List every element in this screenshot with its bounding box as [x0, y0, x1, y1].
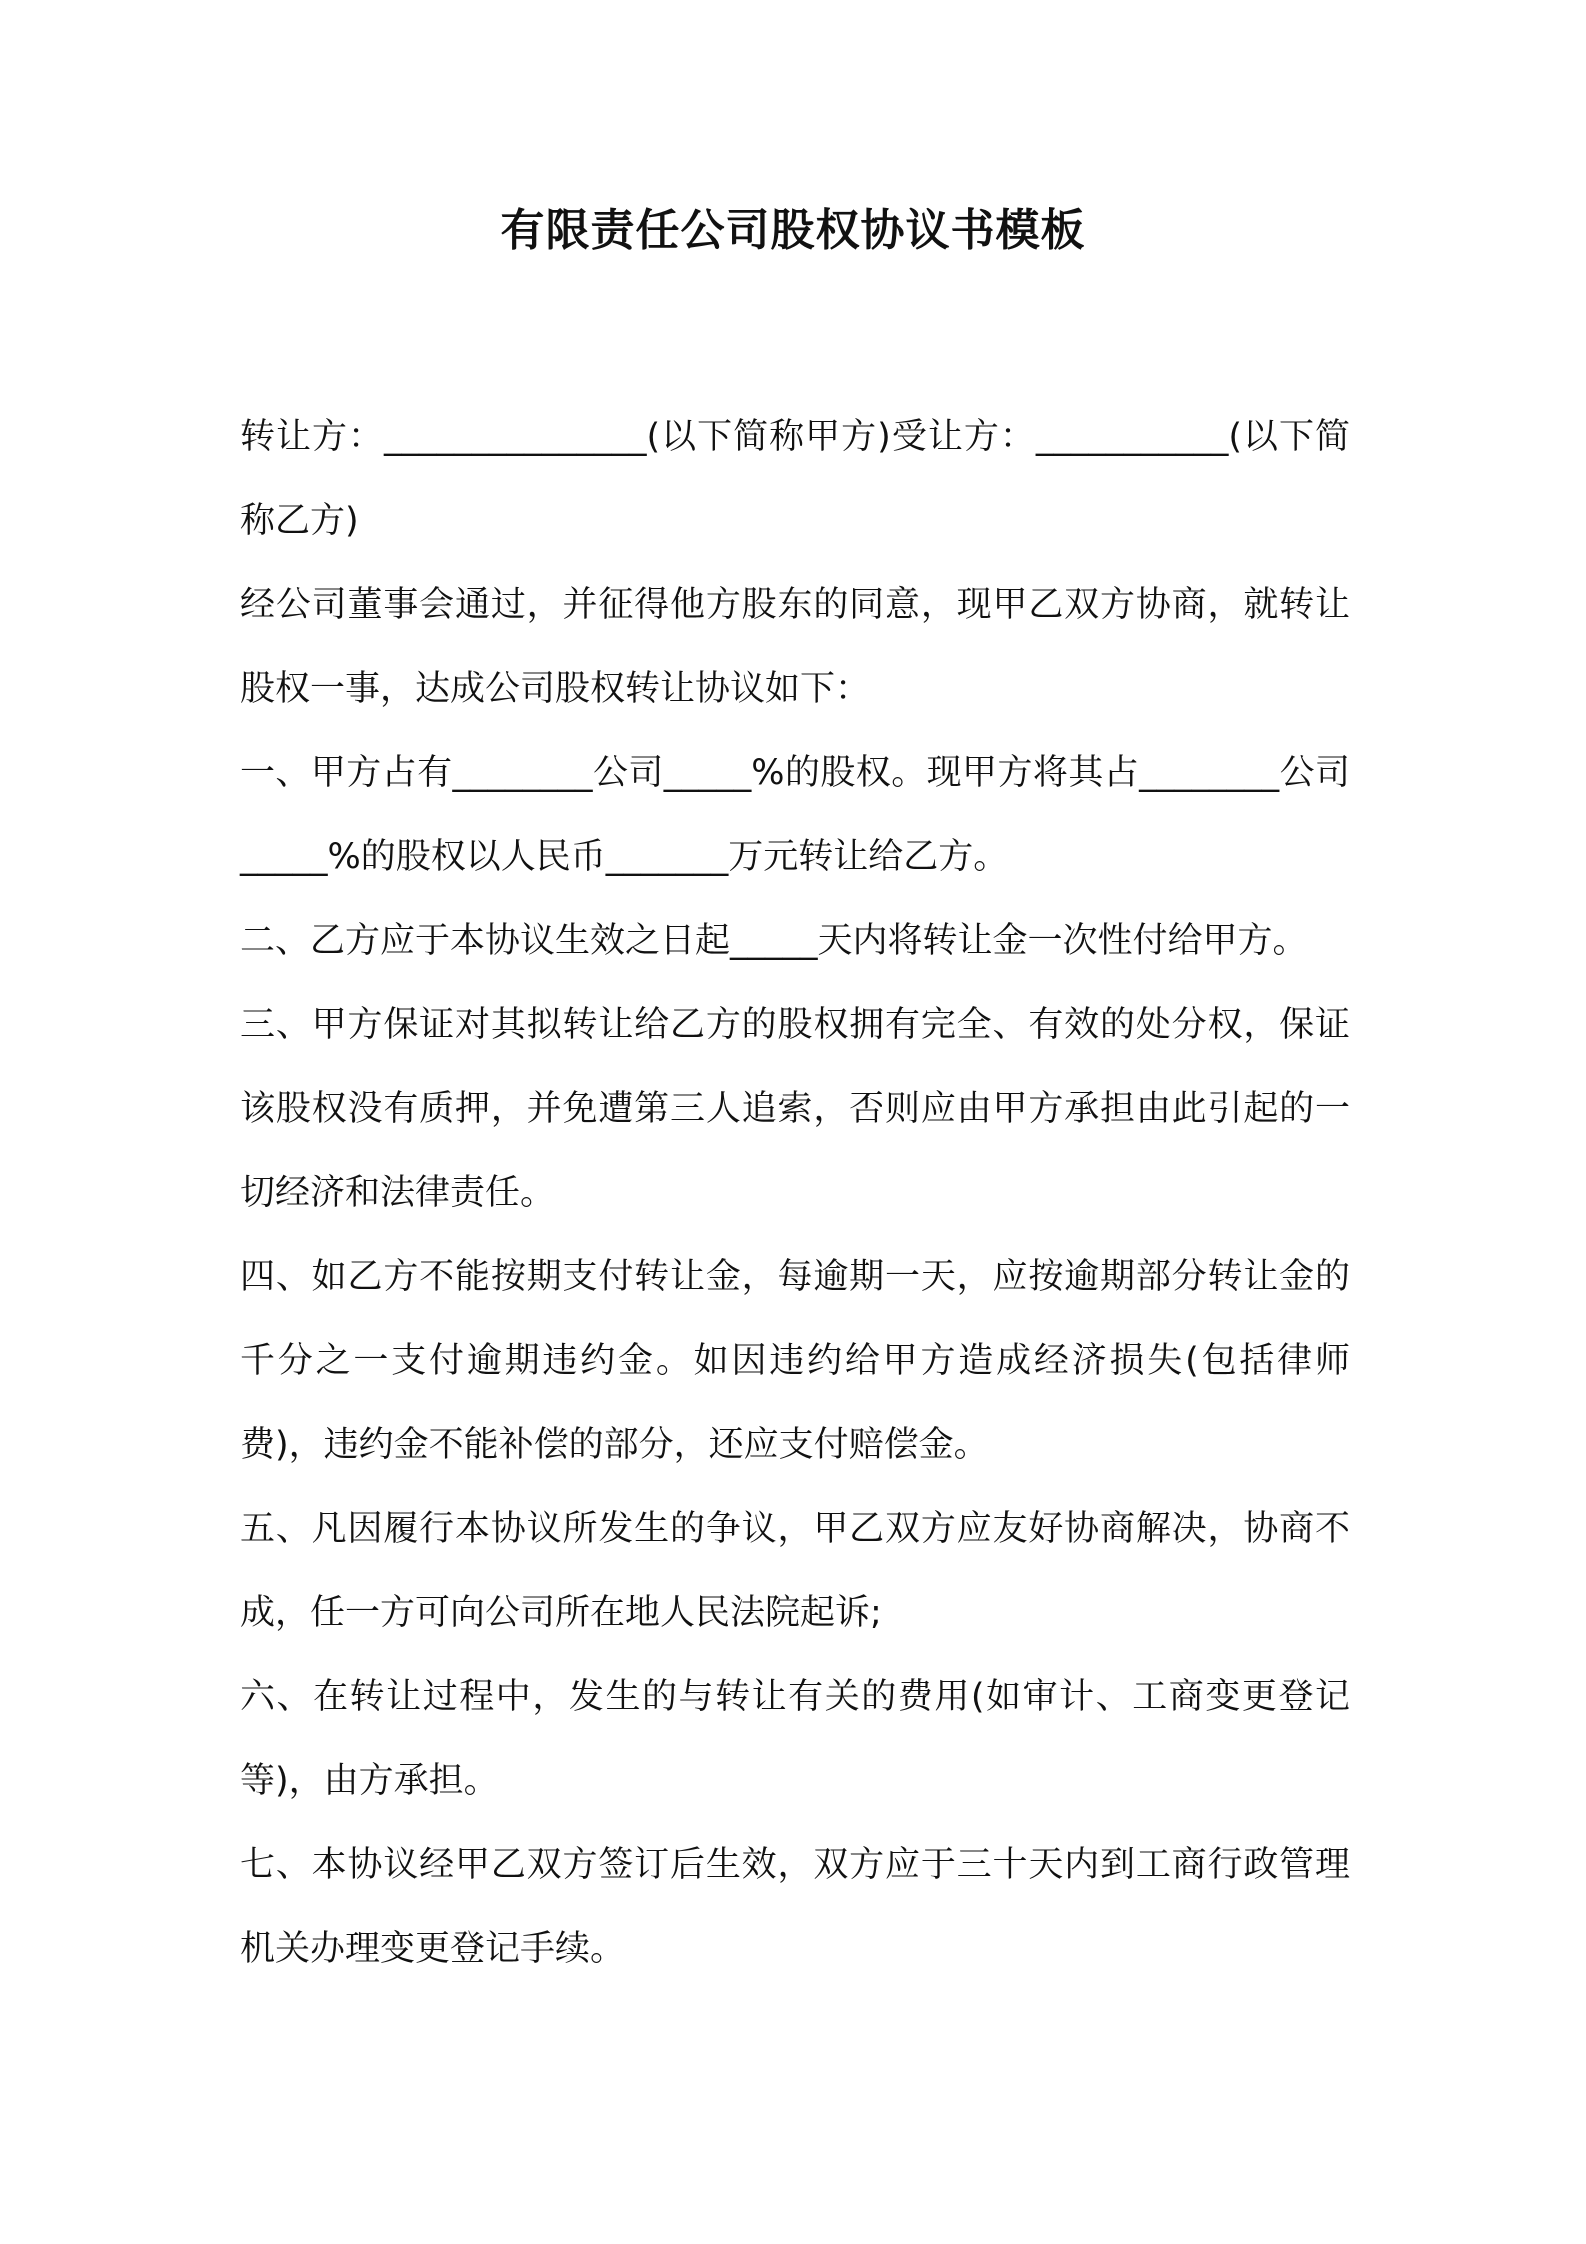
preamble-paragraph: 经公司董事会通过，并征得他方股东的同意，现甲乙双方协商，就转让股权一事，达成公司股权转让协议如下：	[240, 585, 1350, 709]
document-body	[240, 395, 1350, 1991]
clause-6: 六、在转让过程中，发生的与转让有关的费用(如审计、工商变更登记等)，由方承担。	[240, 1677, 1350, 1801]
clause-1: 一、甲方占有________公司_____%的股权。现甲方将其占________公司_____%的股权以人民币_______万元转让给乙方。	[240, 753, 1350, 877]
clause-7: 七、本协议经甲乙双方签订后生效，双方应于三十天内到工商行政管理机关办理变更登记手续。	[240, 1845, 1350, 1969]
clause-4: 四、如乙方不能按期支付转让金，每逾期一天，应按逾期部分转让金的千分之一支付逾期违约金。如因违约给甲方造成经济损失(包括律师费)，违约金不能补偿的部分，还应支付赔偿金。	[240, 1257, 1350, 1465]
clause-5: 五、凡因履行本协议所发生的争议，甲乙双方应友好协商解决，协商不成，任一方可向公司所在地人民法院起诉;	[240, 1509, 1350, 1633]
clause-2: 二、乙方应于本协议生效之日起_____天内将转让金一次性付给甲方。	[240, 921, 1308, 961]
clause-3: 三、甲方保证对其拟转让给乙方的股权拥有完全、有效的处分权，保证该股权没有质押，并免遭第三人追索，否则应由甲方承担由此引起的一切经济和法律责任。	[240, 1005, 1350, 1213]
document-title: 有限责任公司股权协议书模板	[500, 205, 1086, 256]
parties-paragraph: 转让方：_______________(以下简称甲方)受让方：___________(以下简称乙方)	[240, 417, 1350, 541]
